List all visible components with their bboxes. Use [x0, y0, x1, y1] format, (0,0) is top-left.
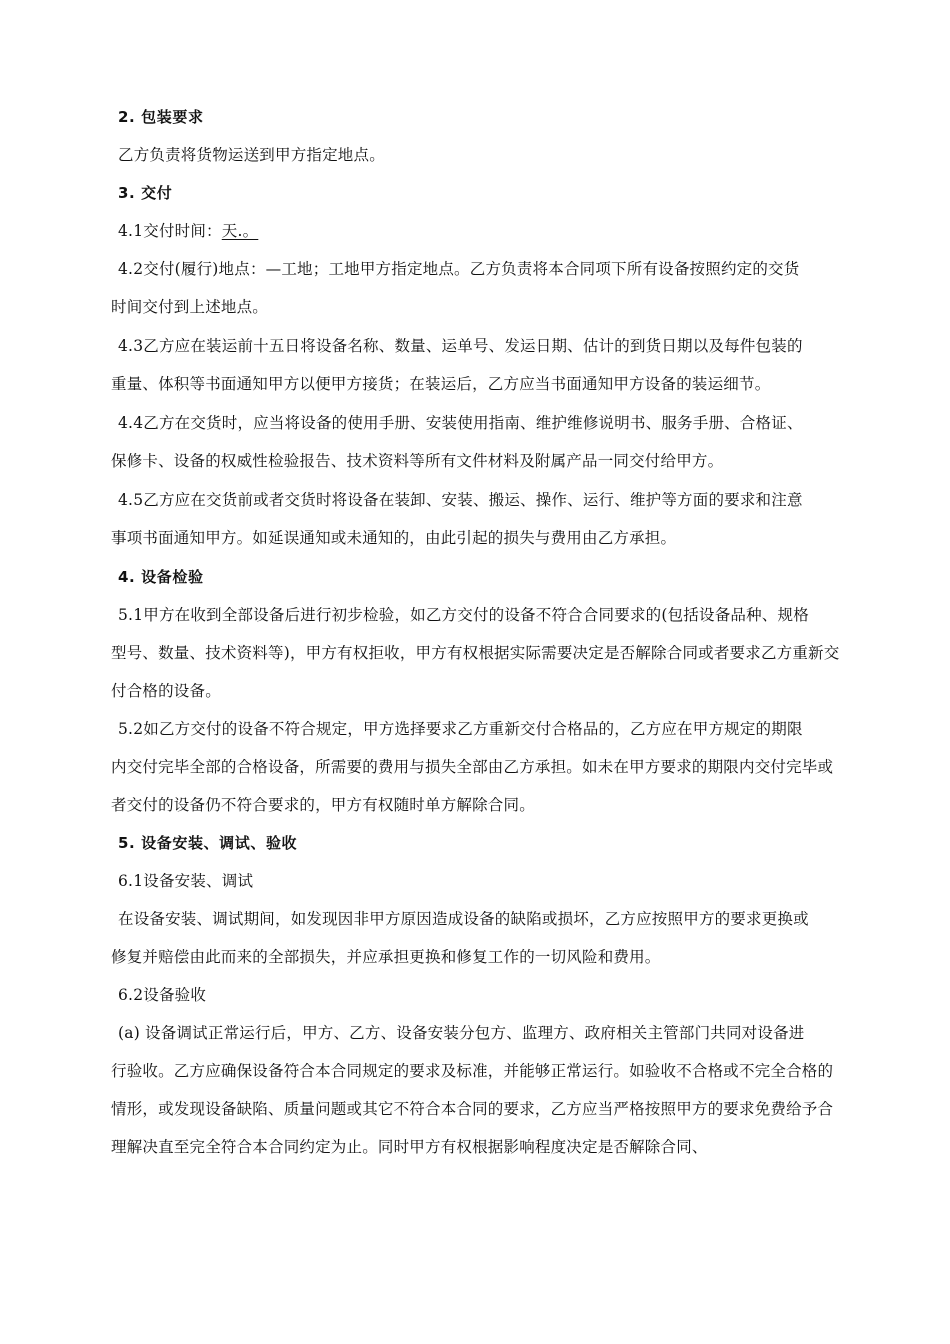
clause-5-1-line-2: 型号、数量、技术资料等)，甲方有权拒收，甲方有权根据实际需要决定是否解除合同或者要求乙方重新交 [111, 644, 840, 662]
clause-5-2-line-2: 内交付完毕全部的合格设备，所需要的费用与损失全部由乙方承担。如未在甲方要求的期限内交付完毕或 [111, 758, 834, 776]
clause-5-1-line-1: 5.1甲方在收到全部设备后进行初步检验，如乙方交付的设备不符合合同要求的(包括设备品种、规格 [118, 606, 809, 624]
clause-6-1-line-2: 修复并赔偿由此而来的全部损失，并应承担更换和修复工作的一切风险和费用。 [111, 948, 661, 966]
clause-4-4-line-2: 保修卡、设备的权威性检验报告、技术资料等所有文件材料及附属产品一同交付给甲方。 [111, 452, 724, 470]
clause-4-4-line-1: 4.4乙方在交货时，应当将设备的使用手册、安装使用指南、维护维修说明书、服务手册、合格证、 [118, 414, 803, 432]
clause-4-1 [118, 221, 258, 241]
clause-4-5-line-1: 4.5乙方应在交货前或者交货时将设备在装卸、安装、搬运、操作、运行、维护等方面的要求和注意 [118, 491, 803, 509]
clause-4-2-line-2: 时间交付到上述地点。 [111, 298, 269, 316]
clause-6-2-title: 6.2设备验收 [118, 986, 207, 1004]
section-4-heading: 4. 设备检验 [118, 568, 204, 586]
clause-6-1-line-1: 在设备安装、调试期间，如发现因非甲方原因造成设备的缺陷或损坏，乙方应按照甲方的要求更换或 [118, 910, 809, 928]
clause-6-2-a-line-4: 理解决直至完全符合本合同约定为止。同时甲方有权根据影响程度决定是否解除合同、 [111, 1138, 708, 1156]
clause-6-2-a-line-1: (a) 设备调试正常运行后，甲方、乙方、设备安装分包方、监理方、政府相关主管部门共同对设备进 [118, 1024, 805, 1042]
section-3-heading: 3. 交付 [118, 184, 173, 202]
clause-6-1-title: 6.1设备安装、调试 [118, 872, 254, 890]
clause-4-3-line-1: 4.3乙方应在装运前十五日将设备名称、数量、运单号、发运日期、估计的到货日期以及每件包装的 [118, 337, 803, 355]
clause-5-1-line-3: 付合格的设备。 [111, 682, 221, 700]
clause-5-2-line-3: 者交付的设备仍不符合要求的，甲方有权随时单方解除合同。 [111, 796, 535, 814]
clause-4-1-label: 4.1交付时间： [118, 222, 222, 240]
clause-4-1-value: 天.。 [221, 222, 259, 240]
clause-6-2-a-line-3: 情形，或发现设备缺陷、质量问题或其它不符合本合同的要求，乙方应当严格按照甲方的要求免费给予合 [111, 1100, 834, 1118]
clause-6-2-a-line-2: 行验收。乙方应确保设备符合本合同规定的要求及标准，并能够正常运行。如验收不合格或不完全合格的 [111, 1062, 834, 1080]
section-2-heading: 2. 包装要求 [118, 108, 204, 126]
clause-5-2-line-1: 5.2如乙方交付的设备不符合规定，甲方选择要求乙方重新交付合格品的，乙方应在甲方规定的期限 [118, 720, 803, 738]
clause-4-5-line-2: 事项书面通知甲方。如延误通知或未通知的，由此引起的损失与费用由乙方承担。 [111, 529, 677, 547]
clause-4-3-line-2: 重量、体积等书面通知甲方以便甲方接货；在装运后，乙方应当书面通知甲方设备的装运细节。 [111, 375, 771, 393]
section-2-paragraph: 乙方负责将货物运送到甲方指定地点。 [118, 146, 385, 164]
clause-4-2-line-1: 4.2交付(履行)地点：—工地；工地甲方指定地点。乙方负责将本合同项下所有设备按照约定的交货 [118, 260, 800, 278]
section-5-heading: 5. 设备安装、调试、验收 [118, 834, 298, 852]
